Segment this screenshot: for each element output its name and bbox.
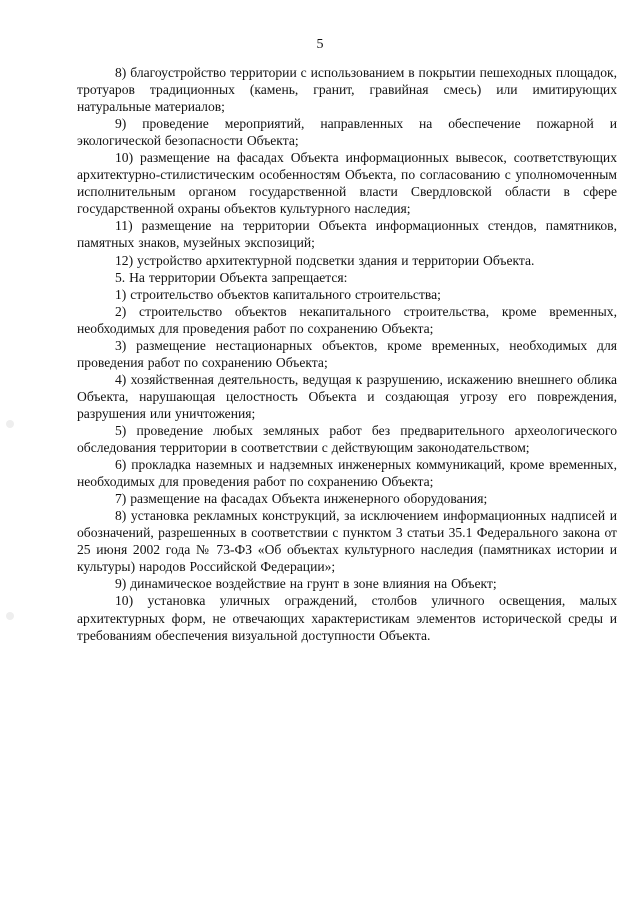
paragraph: 12) устройство архитектурной подсветки здания и территории Объекта. [115, 252, 535, 268]
paragraph: 1) строительство объектов капитального строительства; [115, 286, 441, 302]
paragraph: 6) прокладка наземных и надземных инженерных коммуникаций, кроме временных, необходимых для проведения работ по сохранению Объекта; [77, 457, 617, 490]
document-body [77, 64, 617, 644]
binder-hole-mark [6, 420, 14, 428]
paragraph: 2) строительство объектов некапитального строительства, кроме временных, необходимых для проведения работ по сохранению Объекта; [77, 303, 617, 336]
paragraph: 9) динамическое воздействие на грунт в зоне влияния на Объект; [115, 576, 497, 592]
paragraph: 7) размещение на фасадах Объекта инженерного оборудования; [115, 491, 488, 507]
paragraph: 5) проведение любых земляных работ без предварительного археологического обследования территории в соответствии с действующим законодательством; [77, 422, 617, 456]
paragraph: 8) установка рекламных конструкций, за исключением информационных надписей и обозначений, разрешенных в соответствии с пунктом 3 статьи 35.1 Федерального закона от 25 июня 2002 года № 73-ФЗ «Об объектах культурного наследия (памятниках истории и культуры) народов Российской Федерации»; [77, 508, 617, 575]
page-number: 5 [316, 37, 324, 52]
binder-hole-mark [6, 612, 14, 620]
section-heading: 5. На территории Объекта запрещается: [115, 269, 348, 285]
paragraph: 10) установка уличных ограждений, столбов уличного освещения, малых архитектурных форм, не отвечающих характеристикам элементов исторической среды и требованиям обеспечения визуальной доступности Объекта. [77, 593, 617, 643]
paragraph: 11) размещение на территории Объекта информационных стендов, памятников, памятных знаков, музейных экспозиций; [77, 218, 617, 251]
paragraph: 8) благоустройство территории с использованием в покрытии пешеходных площадок, тротуаров традиционных (камень, гранит, гравийная смесь) или имитирующих натуральные материалов; [77, 65, 617, 115]
paragraph: 3) размещение нестационарных объектов, кроме временных, необходимых для проведения работ по сохранению Объекта; [77, 337, 617, 370]
paragraph: 4) хозяйственная деятельность, ведущая к разрушению, искажению внешнего облика Объекта, нарушающая целостность Объекта и создающая угрозу его повреждения, разрушения или уничтожения; [77, 371, 617, 421]
paragraph: 10) размещение на фасадах Объекта информационных вывесок, соответствующих архитектурно-стилистическим особенностям Объекта, по согласованию с уполномоченным исполнительным органом государственной власти Свердловской области в сфере государственной охраны объектов культурного наследия; [77, 150, 617, 217]
paragraph: 9) проведение мероприятий, направленных на обеспечение пожарной и экологической безопасности Объекта; [77, 116, 617, 149]
